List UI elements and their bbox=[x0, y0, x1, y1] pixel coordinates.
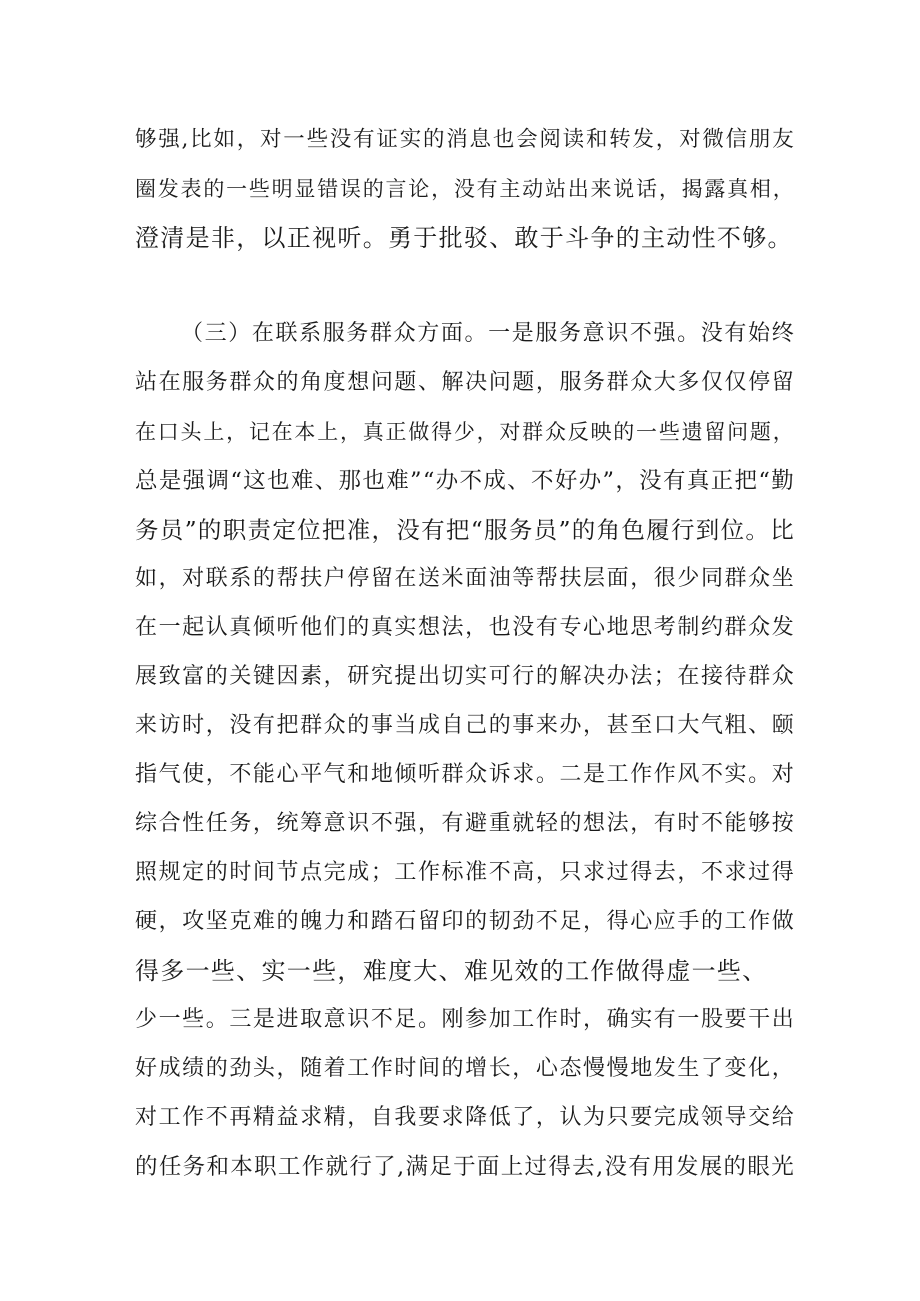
text-line: 照规定的时间节点完成；工作标准不高，只求过得去，不求过得 bbox=[135, 860, 795, 885]
text-line: 在一起认真倾听他们的真实想法，也没有专心地思考制约群众发 bbox=[135, 615, 795, 640]
text-line: 对工作不再精益求精，自我要求降低了，认为只要完成领导交给 bbox=[135, 1105, 795, 1130]
text-line: 的任务和本职工作就行了,满足于面上过得去,没有用发展的眼光 bbox=[135, 1154, 795, 1180]
text-line: 少一些。三是进取意识不足。刚参加工作时，确实有一股要干出 bbox=[135, 1007, 795, 1032]
section-heading-line: （三）在联系服务群众方面。一是服务意识不强。没有始终 bbox=[181, 321, 795, 346]
text-line: 澄清是非，以正视听。勇于批驳、敢于斗争的主动性不够。 bbox=[135, 224, 793, 252]
text-line: 够强,比如，对一些没有证实的消息也会阅读和转发，对微信朋友 bbox=[135, 127, 795, 152]
text-line: 务员”的职责定位把准，没有把“服务员”的角色履行到位。比 bbox=[135, 516, 795, 544]
text-line: 展致富的关键因素，研究提出切实可行的解决办法；在接待群众 bbox=[135, 664, 795, 689]
text-line: 硬，攻坚克难的魄力和踏石留印的韧劲不足，得心应手的工作做 bbox=[135, 909, 795, 934]
text-line: 来访时，没有把群众的事当成自己的事来办，甚至口大气粗、颐 bbox=[135, 713, 795, 738]
text-line: 指气使，不能心平气和地倾听群众诉求。二是工作作风不实。对 bbox=[135, 762, 795, 787]
text-line: 在口头上，记在本上，真正做得少，对群众反映的一些遗留问题， bbox=[135, 420, 795, 444]
text-line: 站在服务群众的角度想问题、解决问题，服务群众大多仅仅停留 bbox=[135, 370, 795, 395]
text-line: 好成绩的劲头，随着工作时间的增长，心态慢慢地发生了变化， bbox=[135, 1056, 795, 1081]
text-line: 得多一些、实一些，难度大、难见效的工作做得虚一些、 bbox=[135, 957, 768, 985]
text-line: 总是强调“这也难、那也难”“办不成、不好办”，没有真正把“勤 bbox=[135, 468, 795, 494]
text-line: 综合性任务，统筹意识不强，有避重就轻的想法，有时不能够按 bbox=[135, 811, 795, 836]
text-line: 如，对联系的帮扶户停留在送米面油等帮扶层面，很少同群众坐 bbox=[135, 566, 795, 591]
text-line: 圈发表的一些明显错误的言论，没有主动站出来说话，揭露真相， bbox=[135, 177, 795, 201]
